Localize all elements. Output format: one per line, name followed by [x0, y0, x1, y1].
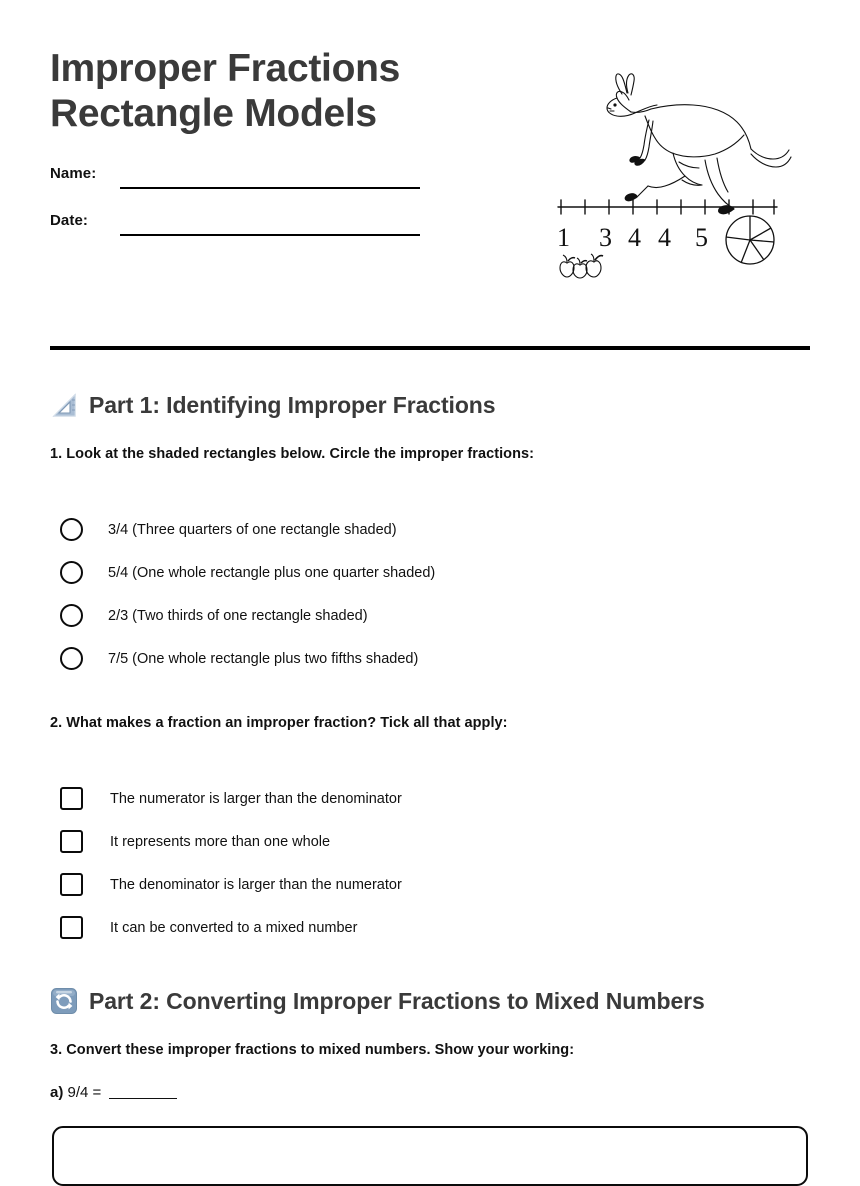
- section-heading-text: Part 2: Converting Improper Fractions to Mixed Numbers: [89, 987, 705, 1014]
- illustration-number-2: 3: [599, 223, 612, 252]
- kangaroo-number-line-illustration: [545, 50, 795, 280]
- radio-option-row[interactable]: [60, 508, 435, 551]
- checkbox[interactable]: [60, 830, 83, 853]
- section-heading-part-1: [50, 388, 495, 422]
- conversion-item-a: [50, 1084, 177, 1101]
- radio-option-row[interactable]: [60, 551, 435, 594]
- fraction-pie: [726, 216, 774, 264]
- checkbox[interactable]: [60, 787, 83, 810]
- radio-button[interactable]: [60, 518, 83, 541]
- triangle-ruler-icon: [50, 391, 78, 419]
- checkbox-option-row[interactable]: [60, 777, 402, 820]
- checkbox-option-row[interactable]: [60, 906, 402, 949]
- page-title: [50, 46, 530, 136]
- illustration-number-1: 1: [557, 223, 570, 252]
- radio-button[interactable]: [60, 604, 83, 627]
- radio-option-label: 7/5 (One whole rectangle plus two fifths shaded): [108, 650, 419, 667]
- conversion-answer-blank[interactable]: [109, 1098, 177, 1099]
- radio-option-row[interactable]: [60, 637, 435, 680]
- name-field-row: [50, 165, 430, 191]
- radio-button[interactable]: [60, 647, 83, 670]
- radio-option-label: 2/3 (Two thirds of one rectangle shaded): [108, 607, 368, 624]
- illustration-number-5: 5: [695, 223, 708, 252]
- page-title-line-1: Improper Fractions: [50, 47, 400, 90]
- working-answer-box[interactable]: [52, 1126, 808, 1186]
- checkbox-option-row[interactable]: [60, 863, 402, 906]
- date-field-label: Date:: [50, 212, 89, 229]
- question-1-options: [60, 508, 435, 680]
- question-3-prompt: 3. Convert these improper fractions to mixed numbers. Show your working:: [50, 1042, 575, 1058]
- name-field-label: Name:: [50, 165, 97, 182]
- checkbox[interactable]: [60, 916, 83, 939]
- illustration-number-4: 4: [658, 223, 671, 252]
- checkbox-option-label: The numerator is larger than the denominator: [110, 790, 402, 807]
- illustration-number-3: 4: [628, 223, 641, 252]
- checkbox-option-row[interactable]: [60, 820, 402, 863]
- radio-button[interactable]: [60, 561, 83, 584]
- radio-option-label: 5/4 (One whole rectangle plus one quarter shaded): [108, 564, 436, 581]
- checkbox-option-label: It represents more than one whole: [110, 833, 331, 850]
- radio-option-label: 3/4 (Three quarters of one rectangle shaded): [108, 521, 397, 538]
- question-2-prompt: 2. What makes a fraction an improper fraction? Tick all that apply:: [50, 715, 508, 731]
- name-input[interactable]: [120, 187, 420, 189]
- conversion-item-expression: 9/4 =: [67, 1084, 106, 1101]
- date-input[interactable]: [120, 234, 420, 236]
- convert-arrows-icon: [50, 987, 78, 1015]
- checkbox[interactable]: [60, 873, 83, 896]
- date-field-row: [50, 212, 430, 238]
- page-title-line-2: Rectangle Models: [50, 92, 377, 135]
- question-2-options: [60, 777, 402, 949]
- checkbox-option-label: It can be converted to a mixed number: [110, 919, 358, 936]
- section-heading-part-2: [50, 984, 705, 1018]
- radio-option-row[interactable]: [60, 594, 435, 637]
- checkbox-option-label: The denominator is larger than the numerator: [110, 876, 402, 893]
- conversion-item-marker: a): [50, 1084, 64, 1101]
- header-divider: [50, 346, 810, 350]
- section-heading-text: Part 1: Identifying Improper Fractions: [89, 391, 496, 418]
- question-1-prompt: 1. Look at the shaded rectangles below. Circle the improper fractions:: [50, 446, 534, 462]
